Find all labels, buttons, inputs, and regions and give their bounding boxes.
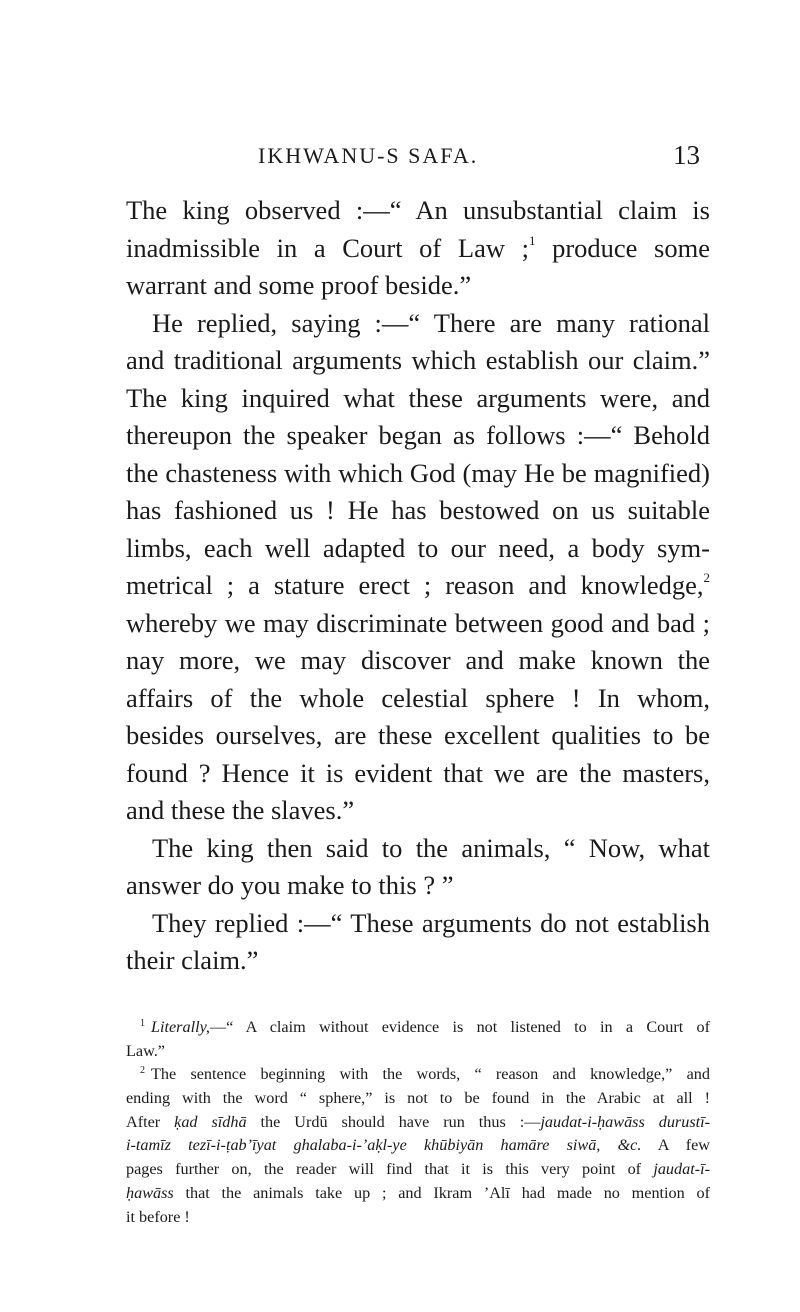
body-line-8: the chasteness with which God (may He be magnified) [126,457,710,488]
body-line-13: nay more, we may discover and make known the [126,645,710,675]
footnote-2-l3a: After [126,1112,175,1131]
body-line-11-text: metrical ; a stature erect ; reason and knowledge, [126,570,704,600]
footnote-2-line-4 [126,1134,710,1158]
body-line-15: besides ourselves, are these excellent qualities to be [126,720,710,750]
body-line-4: He replied, saying :—“ There are many rational [152,307,710,338]
body-line-20: They replied :—“ These arguments do not establish [152,907,710,938]
footnote-2-mark: 2 [140,1065,145,1077]
footnote-1-line-1 [126,1016,710,1040]
footnote-2-l5i: jaudat-ī- [653,1160,710,1179]
body-line-1: The king observed :—“ An unsubstantial claim is [126,195,710,225]
footnote-2-l3i2: jaudat-i-ḥawāss durustī- [540,1112,711,1131]
footnote-2-line-6 [126,1182,710,1206]
footnote-2-line-3 [126,1111,710,1135]
body-line-9: has fashioned us ! He has bestowed on us suitable [126,495,710,525]
footnote-2-l6b: that the animals take up ; and Ikram ’Alī had made no mention of [173,1183,710,1202]
body-line-14: affairs of the whole celestial sphere ! In whom, [126,682,710,713]
footnote-2-line-1 [126,1063,710,1087]
footnote-2-line-2: ending with the word “ sphere,” is not to be found in the Arabic at all ! [126,1089,710,1108]
body-line-6: The king inquired what these arguments were, and [126,382,710,413]
body-line-11 [126,567,710,605]
footnote-2-line-5 [126,1158,710,1182]
page-number: 13 [673,140,700,170]
footnote-1-italic: Literally, [151,1018,210,1036]
footnote-2-line-7: it before ! [126,1207,190,1226]
footnote-2-l4b: A few [641,1136,710,1155]
footnote-1-text: —“ A claim without evidence is not listened to in a Court of [209,1018,710,1036]
body-line-5: and traditional arguments which establish our claim.” [126,345,710,375]
footnote-ref-2[interactable]: 2 [703,570,710,585]
body-line-18: The king then said to the animals, “ Now, what [152,832,710,863]
footnote-2-l3b: the Urdū should have run thus :— [246,1112,541,1131]
footnote-1-line-2: Law.” [126,1041,165,1060]
footnote-2-l5a: pages further on, the reader will find that it is this very point of [126,1160,654,1179]
body-line-17: and these the slaves.” [126,795,355,825]
footnote-1-mark: 1 [140,1018,145,1029]
running-title: IKHWANU-S SAFA. [258,143,479,168]
footnote-2-l6i: ḥawāss [126,1183,174,1202]
footnote-ref-1[interactable]: 1 [528,232,536,248]
body-text [126,192,710,980]
body-line-2 [126,230,710,268]
body-line-2-rest: produce some [535,232,710,263]
footnote-2-text-1: The sentence beginning with the words, “ reason and knowledge,” and [151,1065,710,1084]
body-line-12: whereby we may discriminate between good and bad ; [126,607,710,638]
footnotes [126,1016,710,1229]
running-head [0,140,800,173]
body-line-16: found ? Hence it is evident that we are the masters, [126,757,710,788]
footnote-2-l4i: i-tamīz tezī-i-ṭab’īyat ghalaba-i-’aḳl-ye khūbiyān hamāre siwā, &c. [126,1136,642,1155]
body-line-2-text: inadmissible in a Court of Law ; [126,232,529,263]
body-line-3: warrant and some proof beside.” [126,270,472,300]
body-line-19: answer do you make to this ? ” [126,870,454,900]
body-line-7: thereupon the speaker began as follows :—“ Behold [126,420,710,450]
body-line-21: their claim.” [126,945,259,975]
footnote-2-l3i: ḳad sīdhā [174,1112,247,1131]
body-line-10: limbs, each well adapted to our need, a body sym- [126,532,710,563]
